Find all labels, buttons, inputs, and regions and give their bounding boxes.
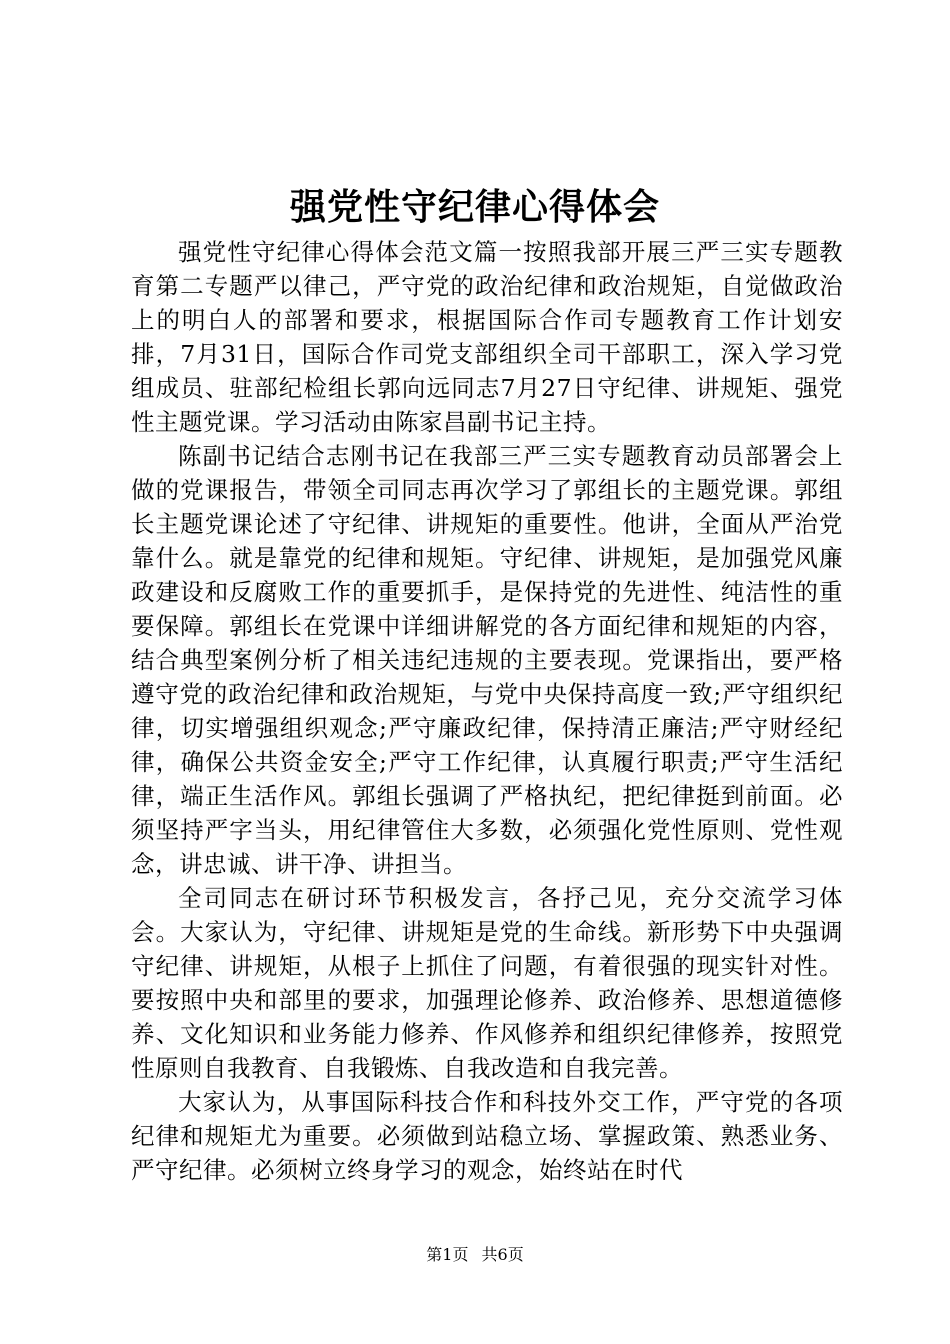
paragraph-3: 全司同志在研讨环节积极发言，各抒己见，充分交流学习体会。大家认为，守纪律、讲规矩是党的生命线。新形势下中央强调守纪律、讲规矩，从根子上抓住了问题，有着很强的现实针对性。要按照中央和部里的要求，加强理论修养、政治修养、思想道德修养、文化知识和业务能力修养、作风修养和组织纪律修养，按照党性原则自我教育、自我锻炼、自我改造和自我完善。 [131,884,843,1082]
page-total: 共6页 [481,1245,524,1264]
page-number: 第1页 [426,1245,469,1264]
document-title: 强党性守纪律心得体会 [289,186,660,228]
paragraph-4: 大家认为，从事国际科技合作和科技外交工作，严守党的各项纪律和规矩尤为重要。必须做到站稳立场、掌握政策、熟悉业务、严守纪律。必须树立终身学习的观念，始终站在时代 [131,1088,843,1184]
page-footer [0,1244,950,1266]
paragraph-2: 陈副书记结合志刚书记在我部三严三实专题教育动员部署会上做的党课报告，带领全司同志再次学习了郭组长的主题党课。郭组长主题党课论述了守纪律、讲规矩的重要性。他讲，全面从严治党靠什么。就是靠党的纪律和规矩。守纪律、讲规矩，是加强党风廉政建设和反腐败工作的重要抓手，是保持党的先进性、纯洁性的重要保障。郭组长在党课中详细讲解党的各方面纪律和规矩的内容，结合典型案例分析了相关违纪违规的主要表现。党课指出，要严格遵守党的政治纪律和政治规矩，与党中央保持高度一致;严守组织纪律，切实增强组织观念;严守廉政纪律，保持清正廉洁;严守财经纪律，确保公共资金安全;严守工作纪律，认真履行职责;严守生活纪律，端正生活作风。郭组长强调了严格执纪，把纪律挺到前面。必须坚持严字当头，用纪律管住大多数，必须强化党性原则、党性观念，讲忠诚、讲干净、讲担当。 [131,442,843,878]
document-body [131,235,843,1187]
paragraph-1: 强党性守纪律心得体会范文篇一按照我部开展三严三实专题教育第二专题严以律己，严守党的政治纪律和政治规矩，自觉做政治上的明白人的部署和要求，根据国际合作司专题教育工作计划安排，7月31日，国际合作司党支部组织全司干部职工，深入学习党组成员、驻部纪检组长郭向远同志7月27日守纪律、讲规矩、强党性主题党课。学习活动由陈家昌副书记主持。 [131,238,843,436]
